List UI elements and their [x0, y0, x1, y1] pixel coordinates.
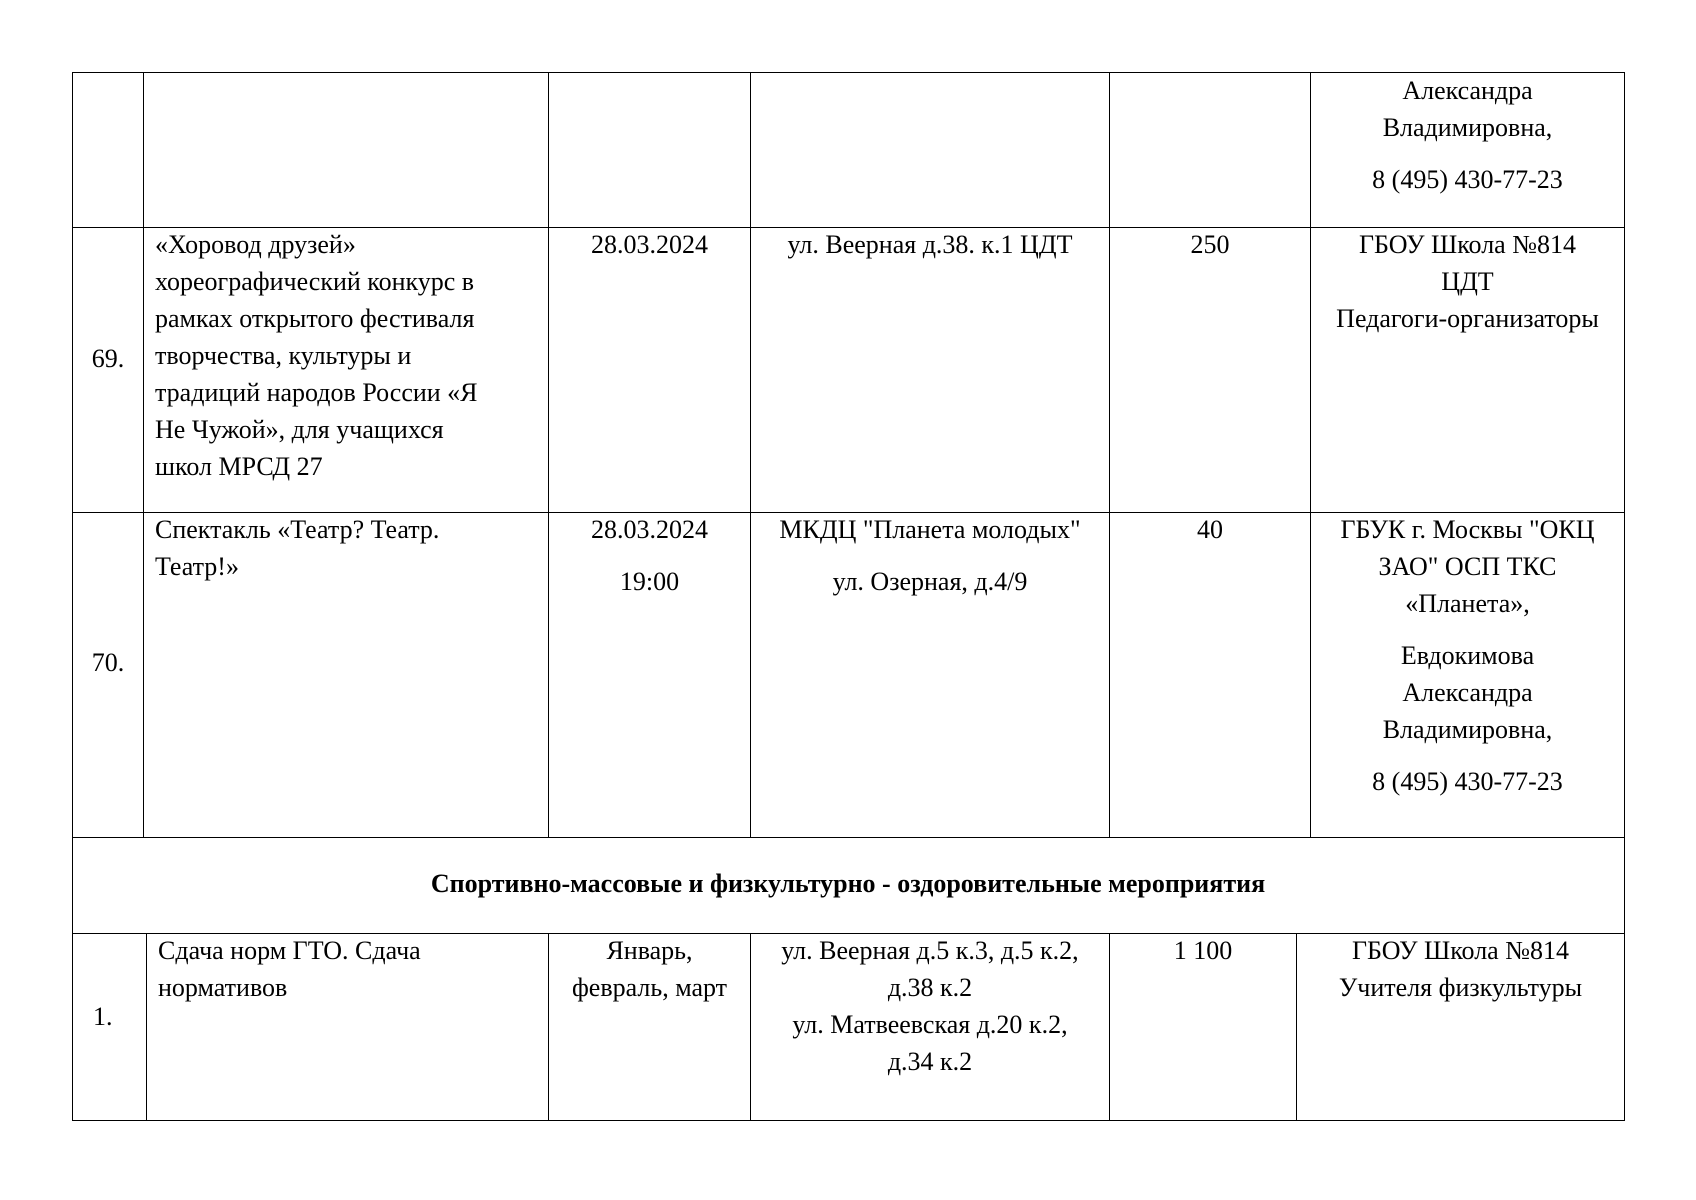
organizer-line: ЦДТ	[1441, 267, 1494, 296]
row-number: 70.	[91, 648, 125, 677]
table-border-bottom	[72, 1120, 1625, 1121]
participants-cell: 250	[1190, 230, 1230, 259]
organizer-line: Александра	[1402, 76, 1533, 105]
organizer-line: Владимировна,	[1382, 113, 1553, 142]
event-time: 19:00	[619, 567, 680, 596]
date-line: февраль, март	[571, 973, 728, 1002]
date-cell	[549, 932, 750, 1006]
participants-cell: 40	[1197, 515, 1223, 544]
event-line: традиций народов России «Я	[155, 378, 478, 407]
organizer-line: ГБОУ Школа №814	[1358, 230, 1577, 259]
section-title: Спортивно-массовые и физкультурно - оздоровительные мероприятия	[430, 869, 1266, 898]
event-line: хореографический конкурс в	[155, 267, 475, 296]
date-cell: 28.03.2024	[591, 230, 708, 259]
place-line: д.34 к.2	[887, 1047, 973, 1076]
column-divider	[750, 72, 751, 838]
organizer-line: «Планета»,	[1405, 589, 1530, 618]
event-line: Сдача норм ГТО. Сдача	[158, 936, 421, 965]
event-cell	[158, 932, 546, 1006]
contact-phone: 8 (495) 430-77-23	[1372, 767, 1563, 796]
place-cell: ул. Веерная д.38. к.1 ЦДТ	[787, 230, 1073, 259]
row-divider	[72, 837, 1625, 838]
organizer-line: ГБОУ Школа №814	[1351, 936, 1570, 965]
contact-line: Владимировна,	[1382, 715, 1553, 744]
table-border-right	[1624, 72, 1625, 1121]
place-cell	[751, 511, 1109, 600]
event-line: рамках открытого фестиваля	[155, 304, 475, 333]
organizer-phone: 8 (495) 430-77-23	[1372, 165, 1563, 194]
row-number: 1.	[93, 1002, 113, 1031]
column-divider	[548, 72, 549, 838]
event-line: Не Чужой», для учащихся	[155, 415, 444, 444]
event-line: Спектакль «Театр? Театр.	[155, 515, 440, 544]
column-divider	[143, 72, 144, 838]
event-date: 28.03.2024	[591, 515, 708, 544]
organizer-cell	[1297, 932, 1624, 1006]
event-line: творчества, культуры и	[155, 341, 412, 370]
column-divider	[1109, 72, 1110, 838]
organizer-line: ГБУК г. Москвы "ОКЦ	[1340, 515, 1595, 544]
table-border-left	[72, 72, 73, 1121]
place-name: МКДЦ "Планета молодых"	[779, 515, 1081, 544]
organizer-cell	[1311, 226, 1624, 337]
organizer-line: Учителя физкультуры	[1338, 973, 1583, 1002]
row-number: 69.	[91, 344, 125, 373]
event-line: нормативов	[158, 973, 288, 1002]
event-cell	[155, 226, 545, 485]
place-line: ул. Матвеевская д.20 к.2,	[792, 1010, 1068, 1039]
date-cell	[549, 511, 750, 600]
contact-line: Александра	[1402, 678, 1533, 707]
continued-organizer-cell	[1311, 72, 1624, 198]
place-cell	[751, 932, 1109, 1080]
column-divider	[146, 933, 147, 1121]
event-line: школ МРСД 27	[155, 452, 323, 481]
event-line: «Хоровод друзей»	[155, 230, 356, 259]
place-line: д.38 к.2	[887, 973, 973, 1002]
event-cell	[155, 511, 545, 585]
organizer-line: ЗАО" ОСП ТКС	[1378, 552, 1557, 581]
organizer-cell	[1311, 511, 1624, 800]
place-address: ул. Озерная, д.4/9	[832, 567, 1028, 596]
event-line: Театр!»	[155, 552, 239, 581]
date-line: Январь,	[606, 936, 693, 965]
place-line: ул. Веерная д.5 к.3, д.5 к.2,	[781, 936, 1079, 965]
contact-line: Евдокимова	[1400, 641, 1535, 670]
participants-cell: 1 100	[1173, 936, 1233, 965]
organizer-line: Педагоги-организаторы	[1336, 304, 1599, 333]
